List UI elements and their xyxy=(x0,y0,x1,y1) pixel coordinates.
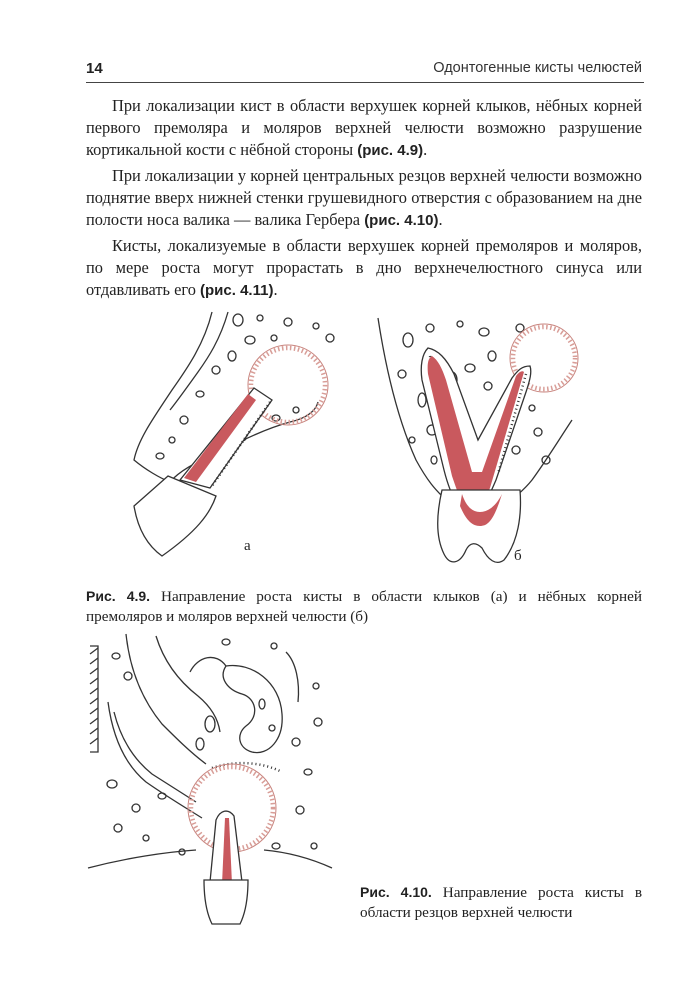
paragraph-tail: . xyxy=(273,280,278,299)
paragraph-1 xyxy=(86,95,642,162)
running-head: Одонтогенные кисты челюстей xyxy=(433,60,642,76)
figure-4-9-caption xyxy=(86,586,642,627)
figure-4-10-caption xyxy=(360,882,642,923)
caption-label: Рис. 4.10. xyxy=(360,884,432,900)
paragraph-3 xyxy=(86,235,642,302)
paragraph-text: При локализации кист в области верхушек корней клыков, нёбных корней первого премоляра и моляров верхней челюсти возможно разрушение кортикальной кости с нёбной стороны xyxy=(86,96,642,159)
body-text xyxy=(86,95,642,305)
canine-crown xyxy=(134,476,216,556)
incisor-crown xyxy=(204,880,248,924)
figure-4-9b-molar-illustration xyxy=(372,310,592,572)
figure-reference: (рис. 4.9) xyxy=(357,142,424,159)
molar-crown xyxy=(438,490,521,562)
paragraph-text: Кисты, локализуемые в области верхушек корней премоляров и моляров, по мере роста могут прорастать в дно верхнечелюстного синуса или отдавливать его xyxy=(86,236,642,299)
header-rule xyxy=(86,82,644,83)
figure-label-a: а xyxy=(244,538,251,554)
nasal-turbinate xyxy=(223,665,282,752)
caption-text: Направление роста кисты в области резцов верхней челюсти xyxy=(360,884,643,921)
figure-4-10-incisor-illustration xyxy=(86,632,336,927)
figure-4-9a-canine-illustration xyxy=(120,310,350,570)
paragraph-text: При локализации у корней центральных резцов верхней челюсти возможно поднятие вверх нижней стенки грушевидного отверстия с образованием на дне полости носа валика — валика Гербера xyxy=(86,166,642,229)
caption-label: Рис. 4.9. xyxy=(86,588,151,604)
figure-reference: (рис. 4.11) xyxy=(200,282,274,299)
figure-reference: (рис. 4.10) xyxy=(364,212,439,229)
figure-label-b: б xyxy=(514,548,522,564)
caption-text: Направление роста кисты в области клыков (а) и нёбных корней премоляров и моляров верхней челюсти (б) xyxy=(86,588,642,625)
page-number: 14 xyxy=(86,60,103,77)
paragraph-tail: . xyxy=(423,140,428,159)
paragraph-tail: . xyxy=(438,210,443,229)
cortical-hatching xyxy=(90,648,98,744)
bone-trabeculae xyxy=(107,639,322,855)
paragraph-2 xyxy=(86,165,642,232)
